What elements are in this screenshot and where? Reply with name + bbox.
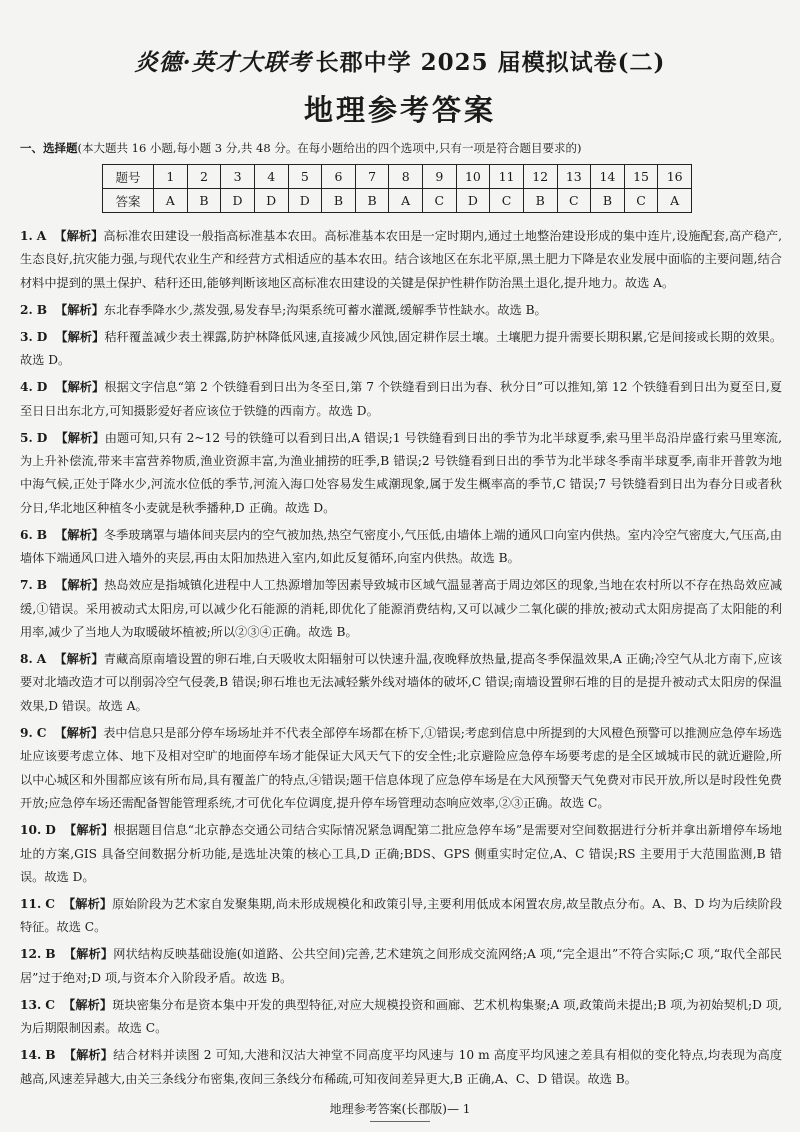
analysis-tag: 【解析】 [55, 302, 104, 317]
question-number: 4. [20, 380, 33, 395]
explanation-item [20, 1044, 782, 1091]
question-answer: C [36, 725, 47, 740]
explanation-item [20, 376, 782, 423]
analysis-tag: 【解析】 [62, 997, 113, 1012]
question-number-cell: 5 [288, 165, 322, 189]
question-answer: D [45, 823, 56, 838]
question-number-cell: 12 [523, 165, 557, 189]
answer-cell: C [624, 189, 658, 213]
question-number: 13. [20, 997, 42, 1012]
question-number-cell: 8 [389, 165, 423, 189]
analysis-tag: 【解析】 [55, 380, 105, 395]
explanation-text: 秸秆覆盖减少表土裸露,防护林降低风速,直接减少风蚀,固定耕作层土壤。土壤肥力提升需要长期积累,它是间接或长期的效果。故选 D。 [20, 329, 783, 368]
row-label-number: 题号 [103, 165, 154, 189]
page-title: 地理参考答案 [303, 93, 496, 127]
explanation-text: 由题可知,只有 2~12 号的铁缝可以看到日出,A 错误;1 号铁缝看到日出的季节为北半球夏季,索马里半岛沿岸盛行索马里寒流,为上升补偿流,带来丰富营养物质,渔业资源丰富,为渔业捕捞的旺季,B 错误;2 号铁缝看到日出的季节为北半球冬季南半球夏季,南非开普敦为地中海气候,正处于降水少,河流水位低的季节,河流入海口处容易发生咸潮现象,属于发生概率高的季节,C 错误;7 号铁缝看到日出为春分日或者秋分日,华北地区种植冬小麦就是秋季播种,D 正确。故选 D。 [20, 430, 782, 515]
question-answer: B [36, 527, 48, 542]
question-answer: B [45, 947, 56, 962]
explanation-text: 热岛效应是指城镇化进程中人工热源增加等因素导致城市区域气温显著高于周边郊区的现象,当地在农村所以不存在热岛效应减缓,①错误。采用被动式太阳房,可以减少化石能源的消耗,即优化了能源消费结构,又可以减少二氧化碳的排放;被动式太阳房提高了太阳能的利用率,减少了当地人为取暖破坏植被;所以②③④正确。故选 B。 [20, 578, 783, 640]
answer-cell: C [557, 189, 591, 213]
explanation-item [20, 574, 782, 644]
analysis-tag: 【解析】 [63, 947, 114, 962]
question-number: 10. [20, 823, 42, 838]
answer-table-number-row [103, 165, 692, 189]
answer-cell: A [154, 189, 188, 213]
explanation-item [20, 299, 782, 322]
question-number: 3. [20, 329, 33, 344]
explanation-text: 网状结构反映基础设施(如道路、公共空间)完善,艺术建筑之间形成交流网络;A 项,“完全退出”不符合实际;C 项,“取代全部民居”过于绝对;D 项,与资本介入阶段矛盾。故选 B。 [20, 947, 782, 985]
answer-cell: B [355, 189, 389, 213]
question-number-cell: 10 [456, 165, 490, 189]
answer-cell: D [288, 189, 322, 213]
explanation-text: 冬季玻璃罩与墙体间夹层内的空气被加热,热空气密度小,气压低,由墙体上端的通风口向室内供热。室内冷空气密度大,气压高,由墙体下端通风口进入墙外的夹层,再由太阳加热进入室内,如此反复循环,向室内供热。故选 B。 [20, 527, 783, 566]
explanation-text: 东北春季降水少,蒸发强,易发春旱;沟渠系统可蓄水灌溉,缓解季节性缺水。故选 B。 [103, 302, 547, 317]
question-number-cell: 3 [221, 165, 255, 189]
analysis-tag: 【解析】 [55, 329, 105, 344]
question-number: 9. [20, 725, 33, 740]
question-number-cell: 11 [490, 165, 524, 189]
explanation-item [20, 524, 782, 571]
answer-cell: D [221, 189, 255, 213]
question-number: 6. [20, 527, 33, 542]
question-number-cell: 15 [624, 165, 658, 189]
section-lead: 一、选择题 [20, 141, 78, 155]
answer-cell: A [389, 189, 423, 213]
question-answer: A [36, 652, 47, 667]
question-number-cell: 1 [154, 165, 188, 189]
analysis-tag: 【解析】 [54, 725, 104, 740]
answer-cell: D [254, 189, 288, 213]
section-note: (本大题共 16 小题,每小题 3 分,共 48 分。在每小题给出的四个选项中,只有一项是符合题目要求的) [77, 141, 582, 155]
explanation-text: 表中信息只是部分停车场场址并不代表全部停车场都在桥下,①错误;考虑到信息中所提到的大风橙色预警可以推测应急停车场选址应该要考虑立体、地下及相对空旷的地面停车场才能保证大风天气下的安全性;北京避险应急停车场要考虑的是全区域城市民的就近避险,所以中心城区和外围都应该有所布局,具有覆盖广的特点,④错误;题干信息体现了应急停车场是在大风预警天气免费对市民开放,所以是时段性免费开放;应急停车场还需配备智能管理系统,才可优化车位调度,提升停车场管理动态响应效率,②③正确。故选 C。 [20, 725, 782, 811]
question-answer: D [36, 380, 48, 395]
exam-name: 长郡中学 2025 届模拟试卷(二) [315, 49, 666, 76]
question-answer: B [36, 302, 48, 317]
question-number-cell: 7 [355, 165, 389, 189]
question-answer: C [45, 896, 55, 911]
question-number: 12. [20, 947, 42, 962]
analysis-tag: 【解析】 [63, 823, 114, 838]
answer-table-answer-row [103, 189, 692, 213]
question-number-cell: 13 [557, 165, 591, 189]
question-number-cell: 2 [187, 165, 221, 189]
answer-table [102, 164, 692, 213]
answer-cell: A [658, 189, 692, 213]
analysis-tag: 【解析】 [63, 1048, 114, 1063]
question-number: 8. [20, 652, 33, 667]
question-answer: A [36, 229, 47, 243]
explanation-item [20, 893, 782, 940]
explanation-item [20, 819, 782, 889]
analysis-tag: 【解析】 [55, 527, 104, 542]
question-number-cell: 9 [423, 165, 457, 189]
question-number-cell: 4 [254, 165, 288, 189]
answer-cell: B [187, 189, 221, 213]
analysis-tag: 【解析】 [54, 652, 104, 667]
explanation-item [20, 648, 782, 718]
explanation-text: 结合材料并读图 2 可知,大港和汉沽大神堂不同高度平均风速与 10 m 高度平均风速之差具有相似的变化特点,均表现为高度越高,风速差异越大,由关三条线分布密集,夜间三条线分布稀疏,可知夜间差异更大,B 正确,A、C、D 错误。故选 B。 [20, 1048, 783, 1086]
explanation-item [20, 427, 782, 521]
answer-cell: B [322, 189, 356, 213]
row-label-answer: 答案 [103, 189, 154, 213]
footer-rule [370, 1121, 430, 1122]
answer-cell: B [523, 189, 557, 213]
explanation-item [20, 326, 782, 373]
question-number: 1. [20, 229, 33, 243]
question-number-cell: 6 [322, 165, 356, 189]
explanation-text: 青藏高原南墙设置的卵石堆,白天吸收太阳辐射可以快速升温,夜晚释放热量,提高冬季保温效果,A 正确;冷空气从北方南下,应该要对北墙改造才可以削弱冷空气侵袭,B 错误;卵石堆也无法减轻紫外线对墙体的破坏,C 错误;南墙设置卵石堆的目的是提升被动式太阳房的保温效果,D 错误。故选 A。 [20, 652, 783, 713]
answer-cell: C [423, 189, 457, 213]
exam-brand: 炎德·英才大联考 [134, 49, 312, 76]
explanation-item [20, 943, 782, 990]
answer-cell: B [591, 189, 625, 213]
question-number: 11. [20, 896, 42, 911]
analysis-tag: 【解析】 [62, 896, 113, 911]
analysis-tag: 【解析】 [55, 430, 105, 445]
page-footer: 地理参考答案(长郡版)— 1 [329, 1102, 471, 1116]
explanation-text: 斑块密集分布是资本集中开发的典型特征,对应大规模投资和画廊、艺术机构集聚;A 项,政策尚未提出;B 项,为初始契机;D 项,为后期限制因素。故选 C。 [20, 997, 782, 1036]
question-answer: B [45, 1048, 56, 1063]
question-answer: B [36, 578, 48, 593]
answer-cell: D [456, 189, 490, 213]
explanation-list [20, 225, 782, 1095]
explanation-item [20, 722, 782, 816]
question-number: 14. [20, 1048, 42, 1063]
analysis-tag: 【解析】 [55, 578, 105, 593]
explanation-text: 原始阶段为艺术家自发聚集期,尚未形成规模化和政策引导,主要利用低成本闲置农房,故呈散点分布。A、B、D 均为后续阶段特征。故选 C。 [20, 896, 783, 935]
question-answer: C [45, 997, 55, 1012]
analysis-tag: 【解析】 [54, 229, 104, 243]
question-number: 7. [20, 578, 33, 593]
explanation-item [20, 225, 782, 295]
question-number: 2. [20, 302, 33, 317]
answer-cell: C [490, 189, 524, 213]
question-number-cell: 14 [591, 165, 625, 189]
question-number: 5. [20, 430, 33, 445]
explanation-item [20, 994, 782, 1041]
question-answer: D [36, 430, 48, 445]
exam-header [0, 44, 800, 77]
explanation-text: 根据文字信息“第 2 个铁缝看到日出为冬至日,第 7 个铁缝看到日出为春、秋分日”可以推知,第 12 个铁缝看到日出为夏至日,夏至日日出东北方,可知摄影爱好者应该位于铁缝的西南方。故选 D。 [20, 380, 783, 418]
question-answer: D [36, 329, 48, 344]
section-heading [20, 140, 780, 156]
explanation-text: 根据题目信息“北京静态交通公司结合实际情况紧急调配第二批应急停车场”是需要对空间数据进行分析并拿出新增停车场地址的方案,GIS 具备空间数据分析功能,是选址决策的核心工具,D 正确;BDS、GPS 侧重实时定位,A、C 错误;RS 主要用于大范围监测,B 错误。故选 D。 [20, 823, 782, 884]
explanation-text: 高标准农田建设一般指高标准基本农田。高标准基本农田是一定时期内,通过土地整治建设形成的集中连片,设施配套,高产稳产,生态良好,抗灾能力强,与现代农业生产和经营方式相适应的基本农田。结合该地区在东北平原,黑土肥力下降是农业发展中面临的主要问题,结合材料中提到的黑土保护、秸秆还田,能够判断该地区高标准农田建设的关键是保护性耕作防治黑土退化,提升地力。故选 A。 [20, 229, 782, 290]
question-number-cell: 16 [658, 165, 692, 189]
